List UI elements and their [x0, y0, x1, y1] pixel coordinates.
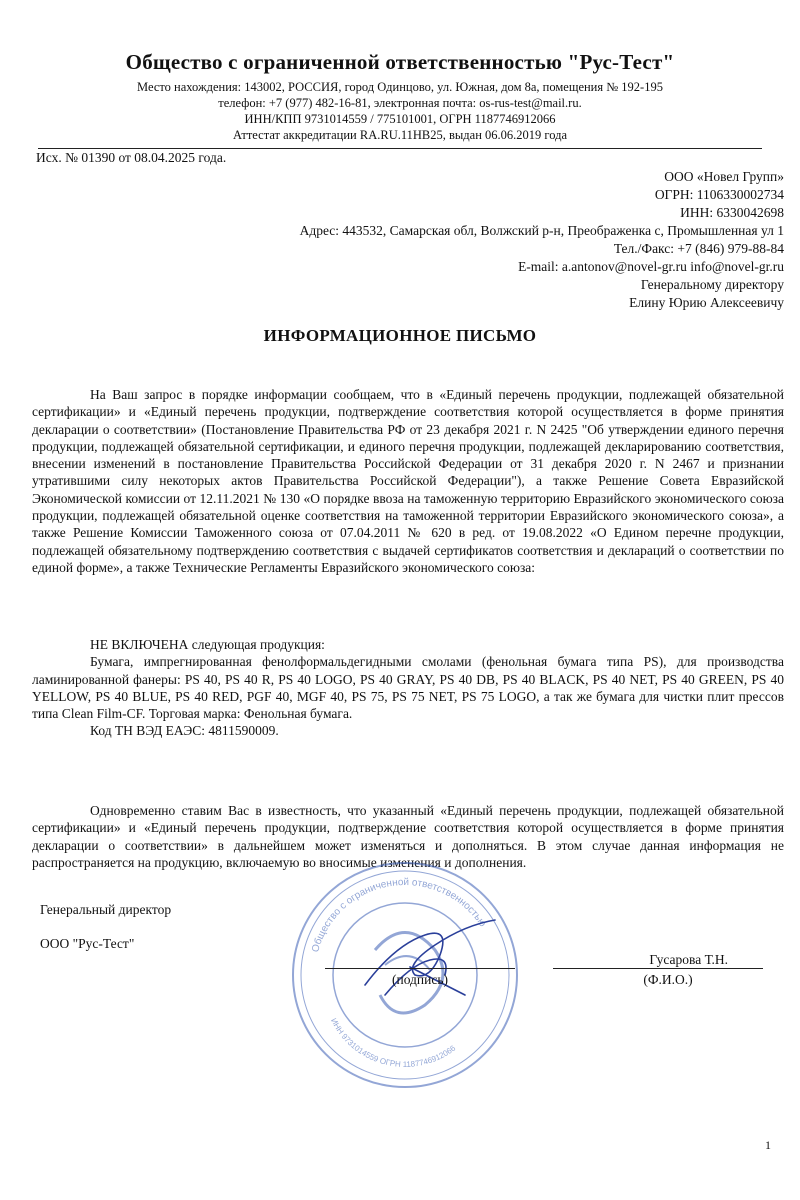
signature-caption: (подпись)	[391, 972, 449, 987]
org-location: Место нахождения: 143002, РОССИЯ, город Одинцово, ул. Южная, дом 8а, помещения № 192-195	[137, 80, 663, 94]
letter-body-main	[32, 386, 784, 576]
org-accreditation: Аттестат аккредитации RA.RU.11HB25, выдан 06.06.2019 года	[232, 128, 568, 142]
org-contacts: телефон: +7 (977) 482-16-81, электронная почта: os-rus-test@mail.ru.	[218, 96, 582, 110]
signer-name: Гусарова Т.Н.	[649, 952, 728, 967]
paragraph-1: На Ваш запрос в порядке информации сообщаем, что в «Единый перечень продукции, подлежащей обязательной сертификации» и «Единый перечень продукции, подтверждение соответствия которой осуществляется в форме принятия декларации о соответствии» (Постановление Правительства РФ от 23 декабря 2021 г. N 2425 "Об утверждении единого перечня продукции, подлежащей обязательной сертификации, и единого перечня продукции, подлежащей декларированию соответствия, внесении изменений в постановление Правительства Российской Федерации от 31 декабря 2020 г. N 2467 и признании утратившими силу некоторых актов Правительства Российской Федерации"), а также Решение Совета Евразийской Экономической комиссии от 12.11.2021 № 130 «О порядке ввоза на таможенную территорию Евразийского экономического союза продукции, подлежащей обязательной оценке соответствия на таможенной территории Евразийского экономического союза», а также Решение Комиссии Таможенного союза от 07.04.2011 № 620 в ред. от 19.08.2022 «О Едином перечне продукции, подлежащей обязательному подтверждению соответствия с выдачей сертификатов соответствия и деклараций о соответствии по единой форме», а также Технические Регламенты Евразийского экономического союза:	[32, 387, 784, 575]
signer-position: Генеральный директор	[40, 902, 172, 917]
paragraph-2: Одновременно ставим Вас в известность, что указанный «Единый перечень продукции, подлежащей обязательной сертификации» и «Единый перечень продукции, подтверждение соответствия которой осуществляется в форме принятия декларации о соответствии» в дальнейшем может изменяться и дополняться. В этом случае данная информация не распространяется на продукцию, включаемую во вносимые изменения и дополнения.	[32, 803, 784, 870]
recipient-name: Елину Юрию Алексеевичу	[629, 295, 784, 310]
svg-text:ИНН 9731014559 ОГРН 1187746912	[329, 1017, 458, 1069]
product-section	[32, 636, 784, 740]
handwritten-signature	[355, 905, 505, 1015]
org-ids: ИНН/КПП 9731014559 / 775101001, ОГРН 1187746912066	[244, 112, 556, 126]
recipient-position: Генеральному директору	[640, 277, 784, 292]
signature-line	[325, 968, 515, 969]
signer-company: ООО "Рус-Тест"	[40, 936, 135, 951]
page-number: 1	[765, 1138, 771, 1152]
recipient-phone: Тел./Факс: +7 (846) 979-88-84	[613, 241, 784, 256]
outgoing-reference: Исх. № 01390 от 08.04.2025 года.	[36, 150, 227, 165]
recipient-company: ООО «Новел Групп»	[664, 169, 784, 184]
header-divider	[38, 148, 762, 149]
letter-title: ИНФОРМАЦИОННОЕ ПИСЬМО	[263, 326, 537, 345]
stamp-bottom-text: ИНН 9731014559 ОГРН 1187746912066	[328, 1016, 458, 1069]
recipient-address: Адрес: 443532, Самарская обл, Волжский р-н, Преображенка с, Промышленная ул 1	[299, 223, 784, 238]
hs-code: Код ТН ВЭД ЕАЭС: 4811590009.	[90, 723, 279, 739]
stamp-outer-text: Общество с ограниченной ответственностью	[310, 876, 488, 954]
name-line	[553, 968, 763, 969]
name-caption: (Ф.И.О.)	[643, 972, 693, 987]
recipient-block	[300, 168, 784, 312]
not-included-heading: НЕ ВКЛЮЧЕНА следующая продукция:	[90, 637, 325, 652]
product-description: Бумага, импрегнированная фенолформальдегидными смолами (фенольная бумага типа PS), для производства ламинированной фанеры: PS 40, PS 40 R, PS 40 LOGO, PS 40 GRAY, PS 40 DB, PS 40 BLACK, PS 40 NET, PS 40 GREEN, PS 40 YELLOW, PS 40 BLUE, PS 40 RED, PGF 40, MGF 40, PS 75, PS 75 NET, PS 75 LOGO, а так же бумага для чистки плит прессов типа Clean Film-CF. Торговая марка: Фенольная бумага.	[32, 654, 784, 722]
recipient-email: E-mail: a.antonov@novel-gr.ru info@novel-gr.ru	[518, 259, 784, 274]
org-name: Общество с ограниченной ответственностью "Рус-Тест"	[125, 50, 675, 74]
recipient-inn: ИНН: 6330042698	[680, 205, 784, 220]
recipient-ogrn: ОГРН: 1106330002734	[654, 187, 784, 202]
